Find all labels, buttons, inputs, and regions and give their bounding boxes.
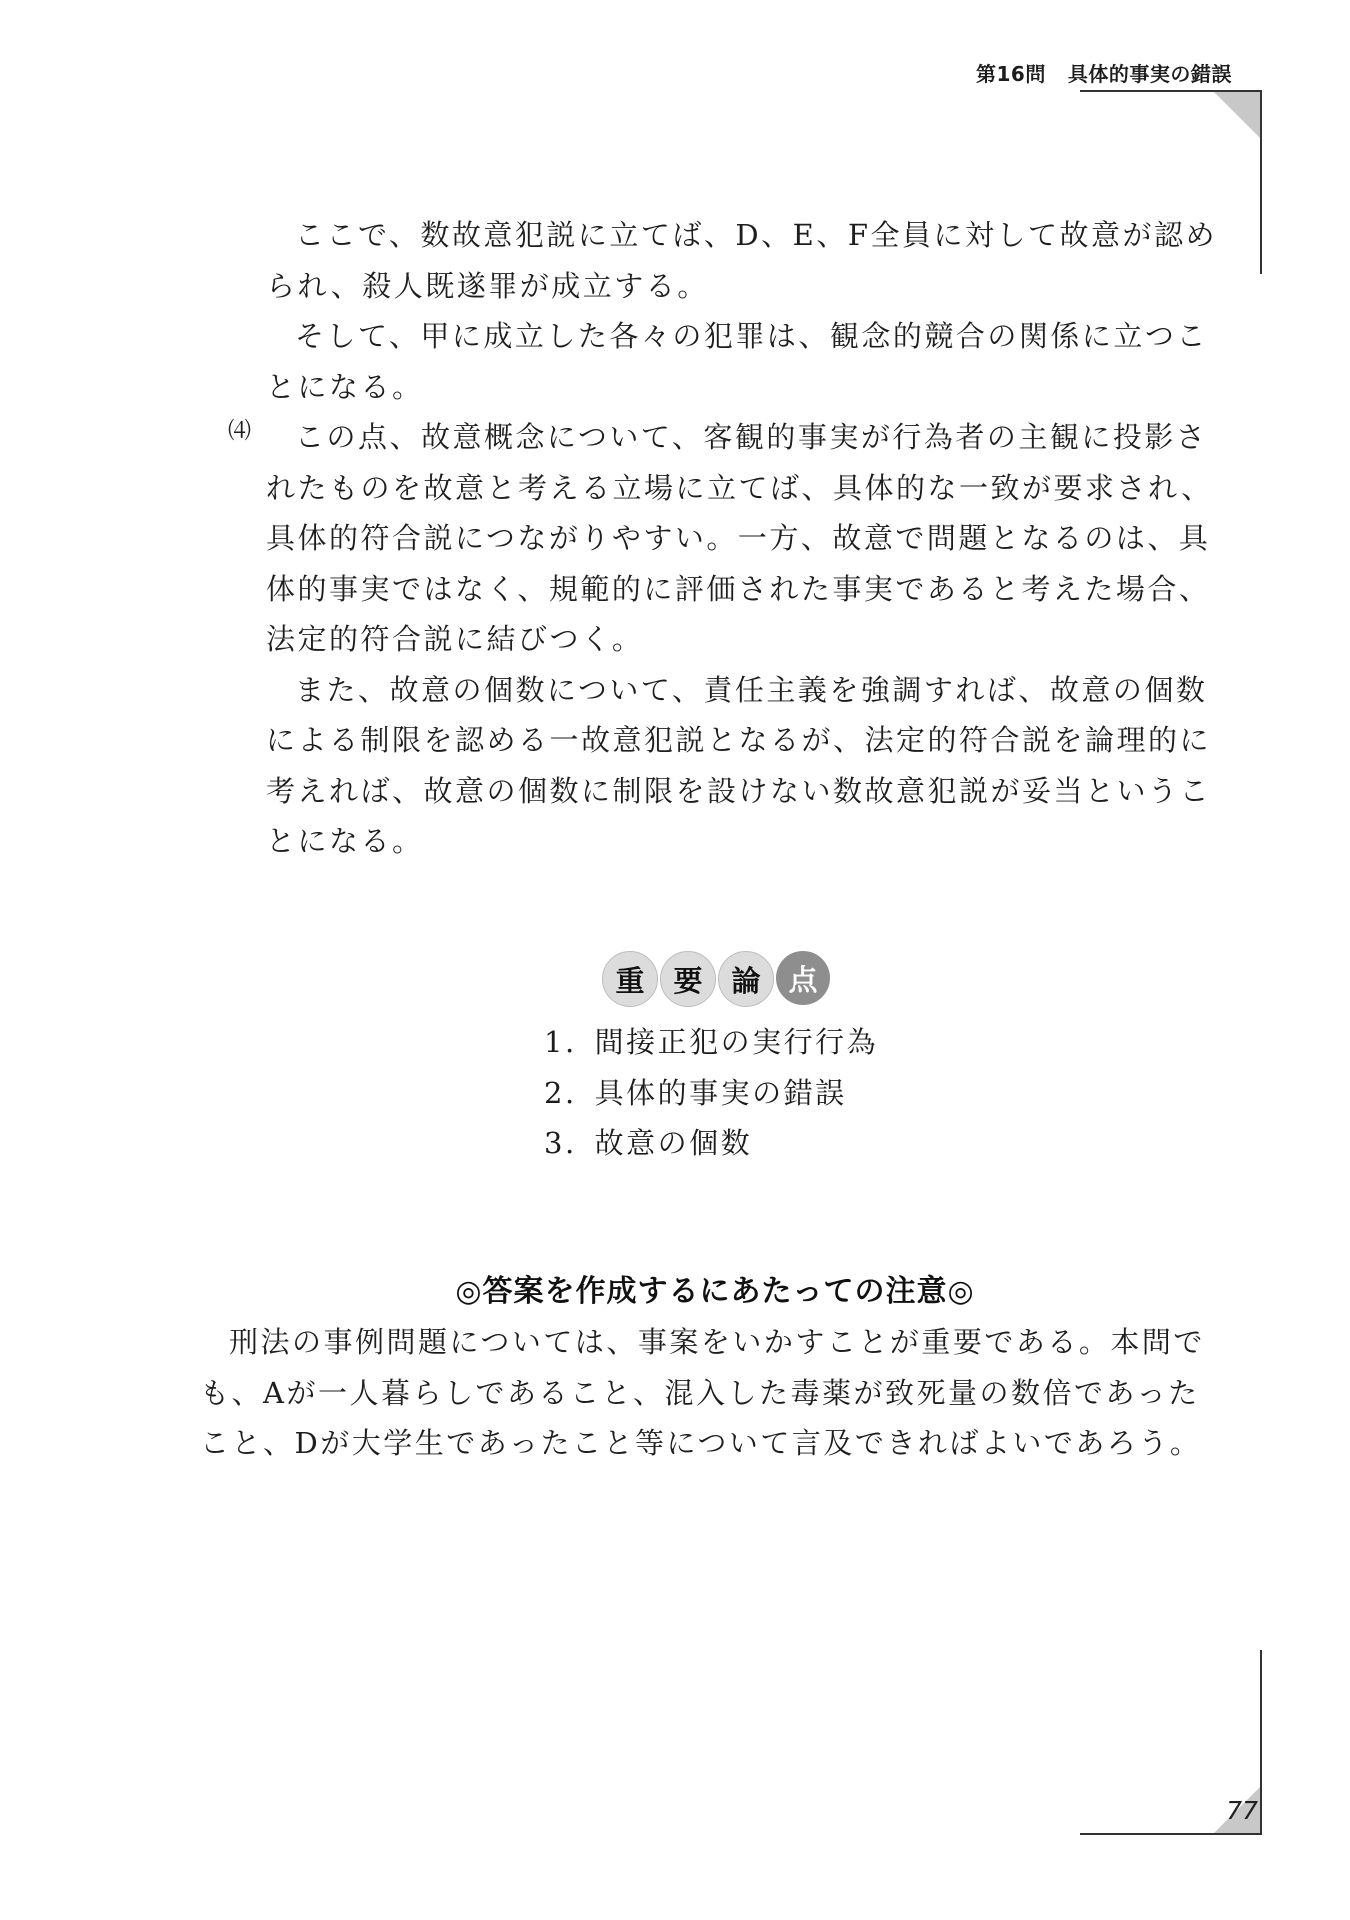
- list-index: 2.: [544, 1075, 577, 1110]
- footer-side-rule: [1260, 1650, 1262, 1835]
- corner-triangle-top: [1214, 92, 1260, 138]
- item-4-paragraph: また、故意の個数について、責任主義を強調すれば、故意の個数による制限を認める一故意犯説となるが、法定的符合説を論理的に考えれば、故意の個数に制限を設けない数故意犯説が妥当ということになる。: [266, 672, 1212, 858]
- chapter-number: 第16問: [976, 62, 1046, 86]
- list-index: 1.: [544, 1025, 577, 1059]
- body-paragraph: そして、甲に成立した各々の犯罪は、観念的競合の関係に立つことになる。: [266, 319, 1208, 404]
- page-number: 77: [1226, 1796, 1258, 1825]
- badge-char: 重: [602, 951, 658, 1007]
- chapter-title: 具体的事実の錯誤: [1067, 62, 1232, 86]
- item-4-marker: ⑷: [228, 418, 251, 444]
- list-item: [544, 1118, 944, 1169]
- badge-char: 点: [776, 951, 830, 1005]
- badge-char: 論: [718, 951, 774, 1007]
- body-paragraph: ここで、数故意犯説に立てば、D、E、F全員に対して故意が認められ、殺人既遂罪が成立する。: [266, 218, 1217, 303]
- header-side-rule: [1260, 90, 1262, 274]
- running-header: [976, 58, 1266, 90]
- list-text: 故意の個数: [594, 1126, 753, 1160]
- badge-char: 要: [660, 951, 716, 1007]
- list-text: 間接正犯の実行行為: [594, 1025, 879, 1059]
- list-item: [544, 1068, 944, 1119]
- footer-rule: [1080, 1833, 1262, 1835]
- notes-heading: ◎答案を作成するにあたっての注意◎: [455, 1274, 975, 1309]
- notes-text: [200, 1317, 1230, 1469]
- notes-paragraph: 刑法の事例問題については、事案をいかすことが重要である。本問でも、Aが一人暮らしであること、混入した毒薬が致死量の数倍であったこと、Dが大学生であったこと等について言及できればよいであろう。: [200, 1325, 1205, 1460]
- key-points-badge: [602, 951, 830, 1007]
- item-4-paragraph: この点、故意概念について、客観的事実が行為者の主観に投影されたものを故意と考える立場に立てば、具体的な一致が要求され、具体的符合説につながりやすい。一方、故意で問題となるのは、具体的事実ではなく、規範的に評価された事実であると考えた場合、法定的符合説に結びつく。: [266, 420, 1213, 656]
- list-item: [544, 1017, 944, 1068]
- list-index: 3.: [544, 1126, 577, 1160]
- key-points-list: [544, 1017, 944, 1169]
- list-text: 具体的事実の錯誤: [594, 1075, 847, 1110]
- main-text: [266, 210, 1228, 867]
